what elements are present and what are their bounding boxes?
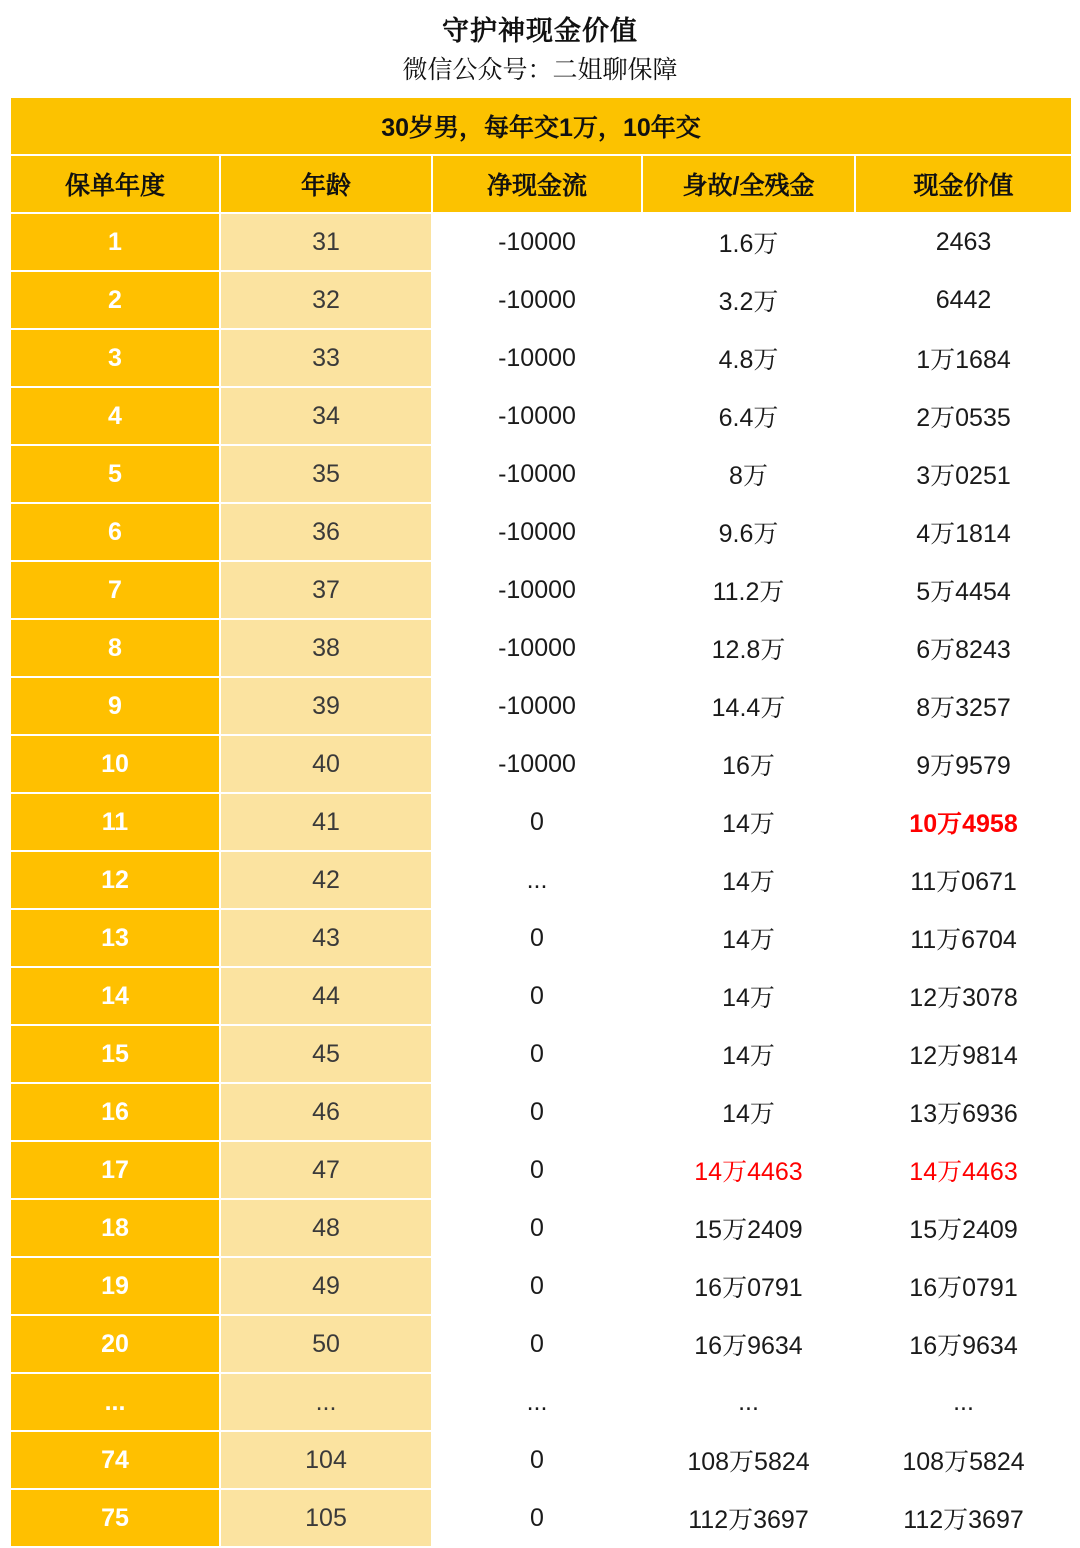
cell-age: 43 [220, 909, 432, 967]
cell-death-benefit: 14万 [642, 967, 855, 1025]
cell-cash-value: 108万5824 [855, 1431, 1072, 1489]
cell-death-benefit: 112万3697 [642, 1489, 855, 1547]
cell-net-cashflow: -10000 [432, 271, 642, 329]
cell-policy-year: 19 [10, 1257, 220, 1315]
cell-age: 31 [220, 213, 432, 271]
column-header-policy-year: 保单年度 [10, 155, 220, 213]
cell-policy-year: ... [10, 1373, 220, 1431]
cell-net-cashflow: -10000 [432, 619, 642, 677]
cell-age: 40 [220, 735, 432, 793]
cell-age: 104 [220, 1431, 432, 1489]
cell-net-cashflow: 0 [432, 1431, 642, 1489]
cell-cash-value: 2万0535 [855, 387, 1072, 445]
table-row [10, 1315, 1072, 1373]
cell-age: 44 [220, 967, 432, 1025]
cell-cash-value: ... [855, 1373, 1072, 1431]
table-row [10, 561, 1072, 619]
cell-death-benefit: 1.6万 [642, 213, 855, 271]
cell-cash-value: 6万8243 [855, 619, 1072, 677]
cell-death-benefit: 14万 [642, 793, 855, 851]
cell-net-cashflow: 0 [432, 1315, 642, 1373]
cell-policy-year: 5 [10, 445, 220, 503]
cell-death-benefit: 15万2409 [642, 1199, 855, 1257]
cell-death-benefit: 16万0791 [642, 1257, 855, 1315]
cell-policy-year: 11 [10, 793, 220, 851]
table-header-row [10, 155, 1072, 213]
cell-policy-year: 16 [10, 1083, 220, 1141]
table-banner: 30岁男，每年交1万，10年交 [10, 97, 1072, 155]
cell-cash-value: 12万9814 [855, 1025, 1072, 1083]
cell-policy-year: 75 [10, 1489, 220, 1547]
cell-age: 32 [220, 271, 432, 329]
table-row [10, 387, 1072, 445]
cell-net-cashflow: 0 [432, 1083, 642, 1141]
cell-age: 47 [220, 1141, 432, 1199]
cell-policy-year: 15 [10, 1025, 220, 1083]
table-row [10, 213, 1072, 271]
cell-death-benefit: 16万9634 [642, 1315, 855, 1373]
table-row [10, 735, 1072, 793]
cell-age: 35 [220, 445, 432, 503]
table-row [10, 329, 1072, 387]
cell-net-cashflow: -10000 [432, 387, 642, 445]
cell-policy-year: 4 [10, 387, 220, 445]
cell-policy-year: 7 [10, 561, 220, 619]
cell-cash-value: 112万3697 [855, 1489, 1072, 1547]
cell-age: 46 [220, 1083, 432, 1141]
cell-policy-year: 2 [10, 271, 220, 329]
table-row [10, 967, 1072, 1025]
table-row [10, 1431, 1072, 1489]
cell-age: 34 [220, 387, 432, 445]
cell-net-cashflow: 0 [432, 793, 642, 851]
column-header-death-benefit: 身故/全残金 [642, 155, 855, 213]
table-row [10, 1257, 1072, 1315]
cell-policy-year: 9 [10, 677, 220, 735]
column-header-age: 年龄 [220, 155, 432, 213]
cell-policy-year: 12 [10, 851, 220, 909]
table-row [10, 793, 1072, 851]
table-row [10, 271, 1072, 329]
cell-age: ... [220, 1373, 432, 1431]
cell-net-cashflow: 0 [432, 1257, 642, 1315]
column-header-net-cashflow: 净现金流 [432, 155, 642, 213]
cell-policy-year: 17 [10, 1141, 220, 1199]
cell-death-benefit: 14万 [642, 851, 855, 909]
cell-cash-value: 14万4463 [855, 1141, 1072, 1199]
cell-policy-year: 20 [10, 1315, 220, 1373]
cell-age: 42 [220, 851, 432, 909]
table-row [10, 677, 1072, 735]
cell-age: 41 [220, 793, 432, 851]
table-row [10, 1373, 1072, 1431]
cell-cash-value: 13万6936 [855, 1083, 1072, 1141]
cell-net-cashflow: -10000 [432, 735, 642, 793]
cell-net-cashflow: -10000 [432, 561, 642, 619]
cell-policy-year: 1 [10, 213, 220, 271]
cell-net-cashflow: 0 [432, 1199, 642, 1257]
cell-cash-value: 16万0791 [855, 1257, 1072, 1315]
table-row [10, 503, 1072, 561]
cell-age: 49 [220, 1257, 432, 1315]
cell-death-benefit: 14万4463 [642, 1141, 855, 1199]
cell-policy-year: 18 [10, 1199, 220, 1257]
cell-cash-value: 12万3078 [855, 967, 1072, 1025]
cell-net-cashflow: -10000 [432, 213, 642, 271]
table-row [10, 1025, 1072, 1083]
table-row [10, 1199, 1072, 1257]
table-row [10, 909, 1072, 967]
cell-death-benefit: 3.2万 [642, 271, 855, 329]
cell-death-benefit: 14万 [642, 909, 855, 967]
cell-age: 50 [220, 1315, 432, 1373]
cell-cash-value: 11万6704 [855, 909, 1072, 967]
cell-policy-year: 14 [10, 967, 220, 1025]
cell-net-cashflow: -10000 [432, 445, 642, 503]
cell-net-cashflow: 0 [432, 1489, 642, 1547]
cell-age: 39 [220, 677, 432, 735]
cell-net-cashflow: -10000 [432, 677, 642, 735]
cell-age: 48 [220, 1199, 432, 1257]
cell-age: 45 [220, 1025, 432, 1083]
cell-cash-value: 2463 [855, 213, 1072, 271]
column-header-cash-value: 现金价值 [855, 155, 1072, 213]
table-row [10, 1141, 1072, 1199]
cell-death-benefit: 16万 [642, 735, 855, 793]
table-row [10, 1489, 1072, 1547]
cell-cash-value: 5万4454 [855, 561, 1072, 619]
cell-death-benefit: 14万 [642, 1083, 855, 1141]
table-banner-row [10, 97, 1072, 155]
cell-policy-year: 3 [10, 329, 220, 387]
cell-cash-value: 16万9634 [855, 1315, 1072, 1373]
cell-cash-value: 3万0251 [855, 445, 1072, 503]
cell-cash-value: 15万2409 [855, 1199, 1072, 1257]
cell-death-benefit: 14万 [642, 1025, 855, 1083]
cell-cash-value: 1万1684 [855, 329, 1072, 387]
cell-cash-value: 10万4958 [855, 793, 1072, 851]
cell-policy-year: 10 [10, 735, 220, 793]
cell-cash-value: 4万1814 [855, 503, 1072, 561]
cell-death-benefit: 8万 [642, 445, 855, 503]
cell-death-benefit: ... [642, 1373, 855, 1431]
cell-net-cashflow: 0 [432, 1141, 642, 1199]
cell-cash-value: 11万0671 [855, 851, 1072, 909]
cell-policy-year: 74 [10, 1431, 220, 1489]
table-row [10, 619, 1072, 677]
cell-death-benefit: 108万5824 [642, 1431, 855, 1489]
cell-age: 105 [220, 1489, 432, 1547]
cell-age: 38 [220, 619, 432, 677]
cell-death-benefit: 11.2万 [642, 561, 855, 619]
cell-policy-year: 13 [10, 909, 220, 967]
cell-death-benefit: 9.6万 [642, 503, 855, 561]
cell-net-cashflow: 0 [432, 909, 642, 967]
page-title: 守护神现金价值 [442, 16, 638, 46]
cell-age: 33 [220, 329, 432, 387]
cell-policy-year: 6 [10, 503, 220, 561]
cell-net-cashflow: 0 [432, 1025, 642, 1083]
cell-death-benefit: 14.4万 [642, 677, 855, 735]
cell-death-benefit: 12.8万 [642, 619, 855, 677]
cell-cash-value: 8万3257 [855, 677, 1072, 735]
table-row [10, 851, 1072, 909]
cell-cash-value: 6442 [855, 271, 1072, 329]
table-row [10, 445, 1072, 503]
cell-age: 36 [220, 503, 432, 561]
table-row [10, 1083, 1072, 1141]
cell-net-cashflow: ... [432, 1373, 642, 1431]
cell-policy-year: 8 [10, 619, 220, 677]
cell-age: 37 [220, 561, 432, 619]
cell-net-cashflow: 0 [432, 967, 642, 1025]
cell-net-cashflow: ... [432, 851, 642, 909]
cell-death-benefit: 6.4万 [642, 387, 855, 445]
cell-death-benefit: 4.8万 [642, 329, 855, 387]
cell-cash-value: 9万9579 [855, 735, 1072, 793]
cell-net-cashflow: -10000 [432, 503, 642, 561]
page-subtitle: 微信公众号：二姐聊保障 [402, 56, 678, 84]
cell-net-cashflow: -10000 [432, 329, 642, 387]
cash-value-table [9, 96, 1073, 1548]
